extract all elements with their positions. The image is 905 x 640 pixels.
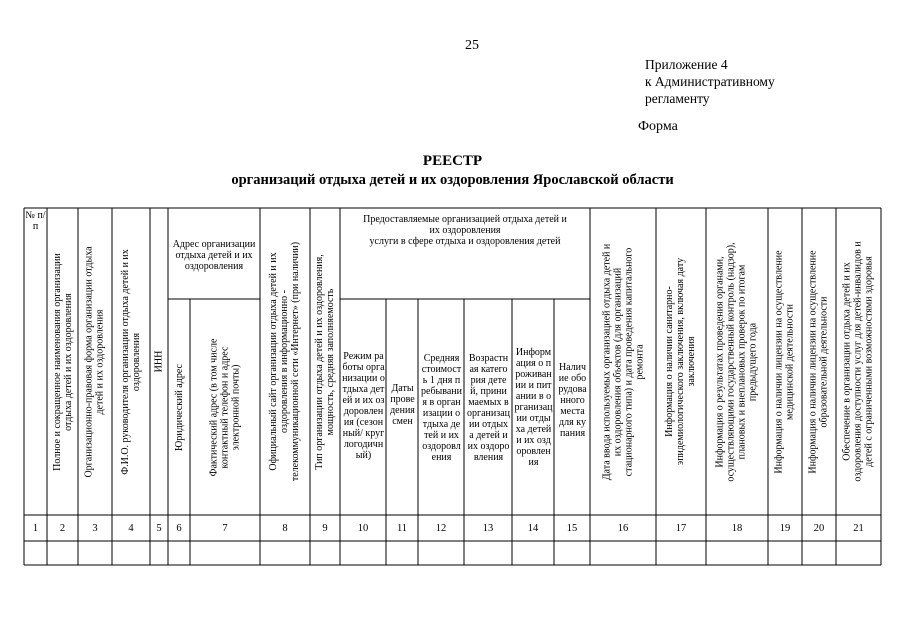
appendix-line-3: регламенту	[645, 91, 710, 106]
col-2-header: Полное и сокращенное наименования организации отдыха детей и их оздоровления	[51, 252, 74, 471]
column-number: 14	[527, 523, 539, 534]
column-number: 10	[357, 523, 369, 534]
col-21-header: Обеспечение в организации отдыха детей и их оздоровления доступности услуг для детей-инвалидов и детей с ограниченными возможностями здоровья	[842, 241, 876, 482]
column-number: 3	[92, 523, 98, 534]
col-15-header: Наличие оборудованного места для купания	[558, 361, 587, 439]
address-group-header: Адрес организации отдыха детей и их оздоровления	[172, 238, 256, 272]
column-number: 2	[59, 523, 66, 534]
col-19-header: Информация о наличии лицензии на осуществление медицинской деятельности	[774, 249, 797, 474]
col-11-header: Даты проведения смен	[390, 383, 415, 427]
column-number: 17	[675, 523, 687, 534]
col-16-header: Дата ввода используемых организацией отдыха детей и их оздоровления объектов (для организаций стационарного типа) и дата проведения капитального ремонта	[601, 243, 645, 480]
col-4-header: Ф.И.О. руководителя организации отдыха детей и их оздоровления	[120, 248, 142, 475]
appendix-line-1: Приложение 4	[645, 57, 728, 72]
col-14-header: Информация о проживании и питании в организации отдыха детей и их оздоровления	[514, 347, 553, 468]
column-number: 15	[566, 523, 578, 534]
column-number: 13	[482, 523, 494, 534]
appendix-line-2: к Административному	[645, 74, 775, 89]
col-9-header: Тип организации отдыха детей и их оздоровления, мощность, средняя заполняемость	[314, 253, 337, 470]
services-group-header: Предоставляемые организацией отдыха детей и их оздоровления услуги в сфере отдыха и оздоровления детей	[363, 213, 567, 247]
column-number: 5	[156, 523, 162, 534]
column-number: 7	[222, 523, 228, 534]
col-8-header: Официальный сайт организации отдыха детей и их оздоровления в информационно - телекоммуникационной сети «Интернет» (при наличии)	[268, 241, 302, 482]
registry-title: РЕЕСТР	[422, 153, 483, 169]
col-5-header: ИНН	[153, 350, 165, 373]
col-17-header: Информация о наличии санитарно- эпидемиологического заключения, включая дату заключения	[664, 257, 698, 466]
col-6-header: Юридический адрес	[173, 363, 185, 451]
column-number: 1	[32, 523, 39, 534]
registry-subtitle: организаций отдыха детей и их оздоровления Ярославской области	[231, 172, 674, 188]
column-number: 20	[813, 523, 825, 534]
col-18-header: Информация о результатах проведения органами, осуществляющими государственный контроль (надзор), плановых и внеплановых проверок по итогам предыдущего года	[715, 241, 760, 482]
col-13-header: Возрастная категория детей, принимаемых в организации отдыха детей и их оздоровления	[467, 352, 510, 463]
column-number: 12	[435, 523, 447, 534]
column-number: 4	[128, 523, 134, 534]
column-number: 11	[396, 523, 408, 534]
col-1-header: № п/п	[25, 210, 46, 232]
col-7-header: Фактический адрес (в том числе контактный телефон и адрес электронной почты)	[208, 338, 242, 476]
col-3-header: Организационно-правовая форма организации отдыха детей и их оздоровления	[84, 245, 106, 478]
column-number: 8	[282, 523, 288, 534]
column-number: 6	[176, 523, 182, 534]
column-number: 9	[322, 523, 328, 534]
column-number: 19	[779, 523, 791, 534]
col-10-header: Режим работы организации отдыха детей и их оздоровления (сезонный/ круглогодичный)	[342, 351, 385, 461]
col-20-header: Информация о наличии лицензии на осуществление образовательной деятельности	[808, 249, 831, 474]
col-12-header: Средняя стоимость 1 дня пребывания в организации отдыха детей и их оздоровления	[421, 352, 462, 463]
form-label: Форма	[638, 119, 678, 134]
column-number: 16	[617, 523, 629, 534]
column-number: 18	[731, 523, 743, 534]
column-number: 21	[853, 523, 864, 534]
page-number: 25	[465, 38, 479, 53]
